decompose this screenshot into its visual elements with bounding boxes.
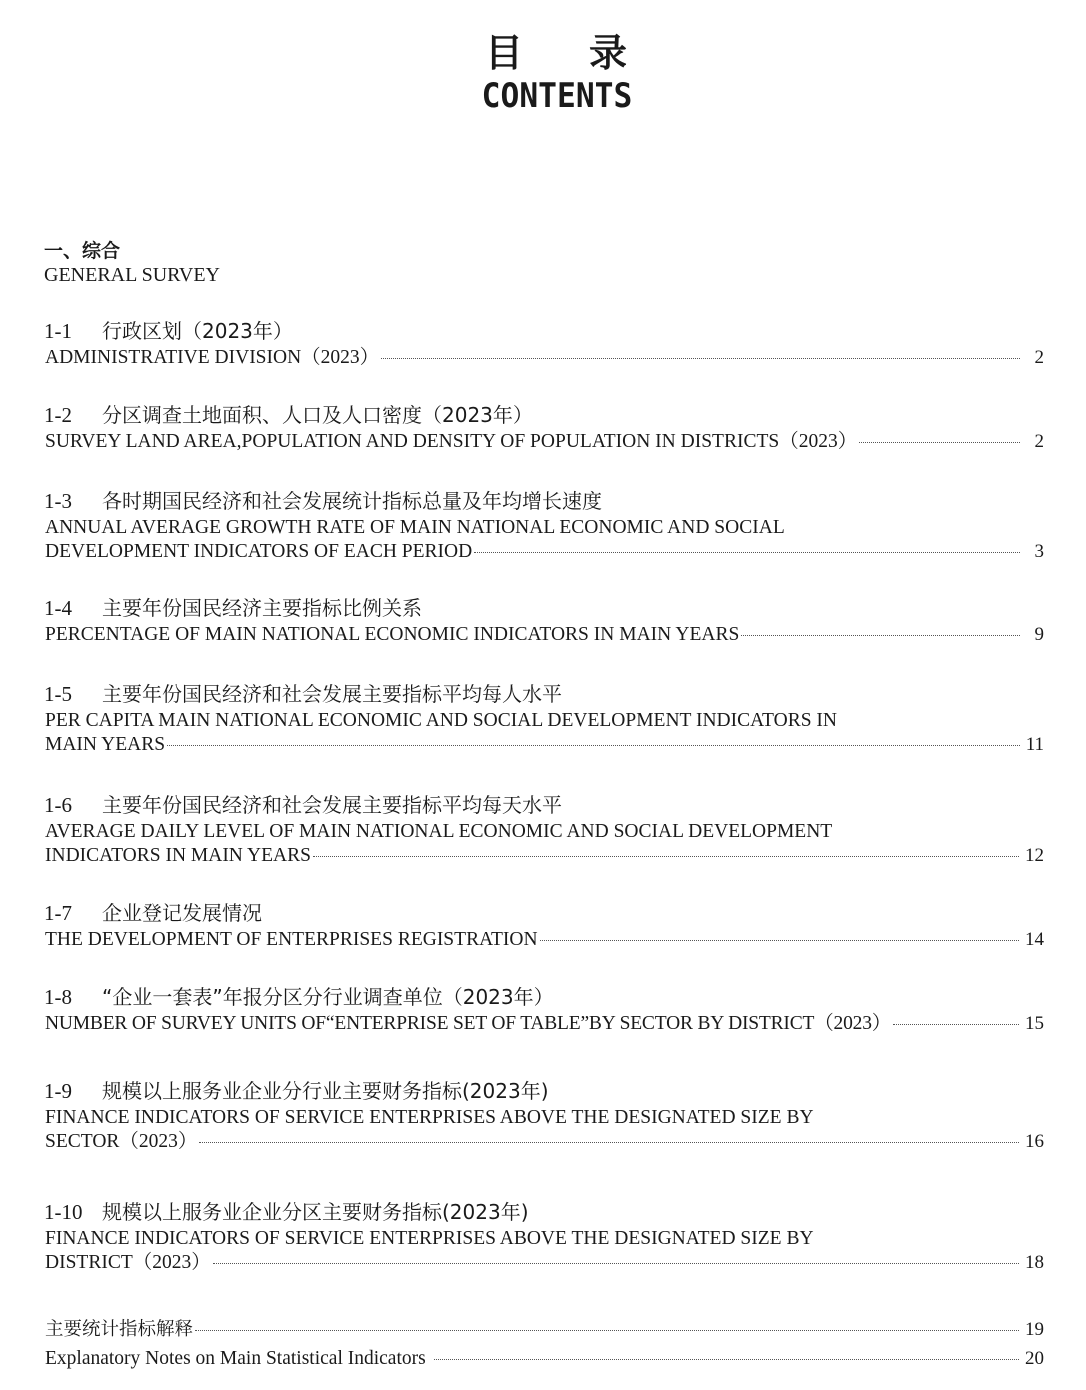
entry-title-en: DEVELOPMENT INDICATORS OF EACH PERIOD [45, 541, 473, 562]
toc-entry-1-10[interactable] [44, 1199, 1044, 1275]
entry-number: 1-9 [44, 1079, 72, 1103]
entry-number: 1-4 [44, 596, 72, 620]
toc-entry-1-1[interactable] [44, 318, 1044, 370]
page-number: 16 [1025, 1131, 1044, 1152]
page-number: 14 [1025, 929, 1044, 950]
notes-title-en: Explanatory Notes on Main Statistical Indicators [45, 1348, 426, 1369]
toc-entry-1-4[interactable] [44, 595, 1044, 647]
toc-entry-1-6[interactable] [44, 792, 1044, 868]
toc-entry-1-3[interactable] [44, 488, 1044, 564]
leader-dots [313, 856, 1019, 857]
entry-title-en-line: AVERAGE DAILY LEVEL OF MAIN NATIONAL ECONOMIC AND SOCIAL DEVELOPMENT [45, 821, 833, 842]
entry-title-en: INDICATORS IN MAIN YEARS [45, 845, 311, 866]
leader-dots [199, 1142, 1019, 1143]
page-title-en: CONTENTS [481, 76, 633, 116]
toc-entry-1-9[interactable] [44, 1078, 1044, 1154]
entry-number: 1-8 [44, 985, 72, 1009]
entry-title-cn: 分区调查土地面积、人口及人口密度（2023年） [102, 403, 533, 427]
page-number: 9 [1034, 624, 1044, 645]
leader-dots [893, 1024, 1019, 1025]
leader-dots [474, 552, 1020, 553]
page-number: 11 [1025, 734, 1044, 755]
leader-dots [195, 1330, 1019, 1331]
page-number: 18 [1025, 1252, 1044, 1273]
page-number: 15 [1025, 1013, 1044, 1034]
entry-title-en: SECTOR（2023） [45, 1131, 198, 1152]
entry-title-en: DISTRICT（2023） [45, 1252, 211, 1273]
toc-entry-1-7[interactable] [44, 900, 1044, 952]
entry-number: 1-1 [44, 319, 72, 343]
entry-title-cn: 规模以上服务业企业分区主要财务指标(2023年) [102, 1200, 529, 1224]
entry-number: 1-10 [44, 1200, 83, 1224]
leader-dots [434, 1359, 1019, 1360]
entry-number: 1-7 [44, 901, 72, 925]
entry-title-cn: “企业一套表”年报分区分行业调查单位（2023年） [102, 985, 554, 1009]
entry-number: 1-2 [44, 403, 72, 427]
page-number: 12 [1025, 845, 1044, 866]
entry-title-en: SURVEY LAND AREA,POPULATION AND DENSITY OF POPULATION IN DISTRICTS（2023） [45, 431, 858, 452]
leader-dots [741, 635, 1020, 636]
toc-entry-notes-en[interactable] [44, 1347, 1044, 1371]
leader-dots [213, 1263, 1019, 1264]
section-title-en: GENERAL SURVEY [44, 264, 220, 286]
entry-title-cn: 规模以上服务业企业分行业主要财务指标(2023年) [102, 1079, 549, 1103]
entry-title-en-line: ANNUAL AVERAGE GROWTH RATE OF MAIN NATIONAL ECONOMIC AND SOCIAL [45, 517, 785, 538]
page-number: 19 [1025, 1319, 1044, 1340]
entry-title-en-line: PER CAPITA MAIN NATIONAL ECONOMIC AND SOCIAL DEVELOPMENT INDICATORS IN [45, 710, 837, 731]
title-char-2: 录 [589, 31, 630, 75]
page-number: 20 [1025, 1348, 1044, 1369]
entry-number: 1-6 [44, 793, 72, 817]
leader-dots [859, 442, 1020, 443]
entry-title-cn: 主要年份国民经济主要指标比例关系 [102, 596, 422, 620]
entry-title-cn: 行政区划（2023年） [102, 319, 293, 343]
entry-title-en: MAIN YEARS [45, 734, 166, 755]
entry-title-en-line: FINANCE INDICATORS OF SERVICE ENTERPRISES ABOVE THE DESIGNATED SIZE BY [45, 1107, 814, 1128]
title-char-1: 目 [484, 31, 525, 75]
entry-title-cn: 各时期国民经济和社会发展统计指标总量及年均增长速度 [102, 489, 602, 513]
leader-dots [540, 940, 1019, 941]
toc-entry-1-5[interactable] [44, 681, 1044, 757]
entry-title-en: THE DEVELOPMENT OF ENTERPRISES REGISTRATION [45, 929, 538, 950]
entry-title-en: NUMBER OF SURVEY UNITS OF“ENTERPRISE SET OF TABLE”BY SECTOR BY DISTRICT（2023） [45, 1013, 892, 1034]
entry-number: 1-5 [44, 682, 72, 706]
entry-title-cn: 主要年份国民经济和社会发展主要指标平均每人水平 [102, 682, 562, 706]
entry-title-en: ADMINISTRATIVE DIVISION（2023） [45, 347, 380, 368]
toc-entry-1-2[interactable] [44, 402, 1044, 454]
entry-title-en-line: FINANCE INDICATORS OF SERVICE ENTERPRISES ABOVE THE DESIGNATED SIZE BY [45, 1228, 814, 1249]
toc-entry-notes-cn[interactable] [44, 1318, 1044, 1342]
page-number: 2 [1034, 347, 1044, 368]
page-number: 2 [1034, 431, 1044, 452]
entry-title-en: PERCENTAGE OF MAIN NATIONAL ECONOMIC INDICATORS IN MAIN YEARS [45, 624, 740, 645]
notes-title-cn: 主要统计指标解释 [45, 1319, 194, 1340]
toc-entry-1-8[interactable] [44, 984, 1044, 1036]
page-title-cn [0, 22, 1086, 77]
entry-number: 1-3 [44, 489, 72, 513]
entry-title-cn: 企业登记发展情况 [102, 901, 262, 925]
page-number: 3 [1034, 541, 1044, 562]
entry-title-cn: 主要年份国民经济和社会发展主要指标平均每天水平 [102, 793, 562, 817]
section-title-cn: 一、综合 [44, 240, 121, 262]
leader-dots [167, 745, 1020, 746]
leader-dots [381, 358, 1020, 359]
